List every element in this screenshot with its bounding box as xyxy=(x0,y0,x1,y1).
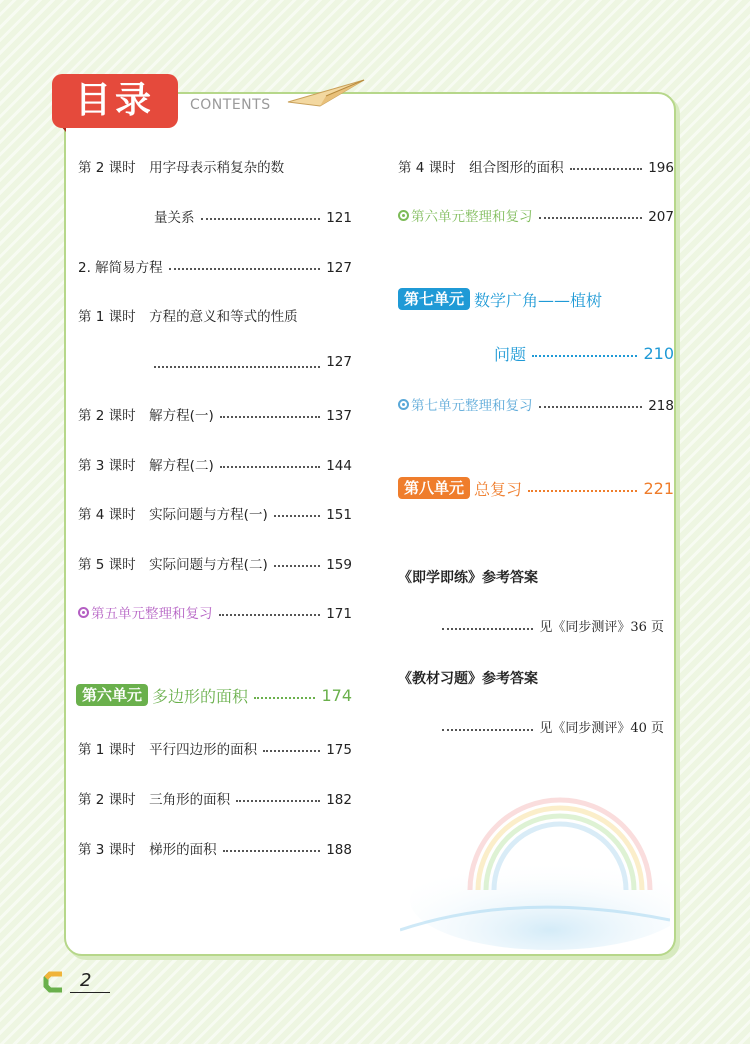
toc-page-number: 182 xyxy=(326,792,352,808)
toc-page-number: 207 xyxy=(648,209,674,225)
toc-entry-label: 第 2 课时 用字母表示稍复杂的数 xyxy=(78,160,285,176)
toc-review-entry[interactable] xyxy=(398,394,674,414)
toc-entry-label: 量关系 xyxy=(154,210,195,226)
toc-page-number: 159 xyxy=(326,557,352,573)
rainbow-decoration xyxy=(400,780,670,950)
toc-entry[interactable] xyxy=(398,156,674,176)
page-subtitle: CONTENTS xyxy=(190,97,271,113)
leader-dots xyxy=(442,729,533,731)
toc-entry[interactable] xyxy=(78,738,352,758)
toc-entry-label: 第 3 课时 梯形的面积 xyxy=(78,842,217,858)
unit-title: 多边形的面积 xyxy=(152,686,249,706)
leader-dots xyxy=(201,218,321,220)
toc-review-entry[interactable] xyxy=(78,602,352,622)
leader-dots xyxy=(220,416,321,418)
toc-entry-label: 第 4 课时 组合图形的面积 xyxy=(398,160,564,176)
unit-page-number: 221 xyxy=(643,478,674,498)
toc-entry[interactable] xyxy=(78,156,352,176)
toc-entry-label: 第 2 课时 解方程(一) xyxy=(78,408,214,424)
leader-dots xyxy=(236,800,320,802)
toc-page-number: 218 xyxy=(648,398,674,414)
toc-entry-label: 第 3 课时 解方程(二) xyxy=(78,458,214,474)
footer-logo-icon xyxy=(42,970,66,994)
toc-entry[interactable] xyxy=(78,788,352,808)
toc-entry-label: 第 4 课时 实际问题与方程(一) xyxy=(78,507,268,523)
unit-title-continued: 问题 xyxy=(494,344,527,364)
page-number: 2 xyxy=(80,970,92,991)
unit-6-heading[interactable] xyxy=(76,683,352,707)
toc-page-number: 188 xyxy=(326,842,352,858)
leader-dots xyxy=(220,466,321,468)
review-ring-icon xyxy=(398,399,409,410)
leader-dots xyxy=(442,628,533,630)
answer-key-ref[interactable] xyxy=(442,717,664,737)
toc-section[interactable] xyxy=(78,256,352,276)
leader-dots xyxy=(539,406,643,408)
toc-entry[interactable] xyxy=(154,206,352,226)
toc-entry[interactable] xyxy=(78,553,352,573)
page-title: 目录 xyxy=(52,74,178,128)
toc-page-number: 171 xyxy=(326,606,352,622)
answer-key-ref-text: 见《同步测评》40 页 xyxy=(539,721,664,736)
leader-dots xyxy=(263,750,320,752)
unit-7-heading-cont[interactable] xyxy=(494,341,674,365)
toc-entry-label: 第 2 课时 三角形的面积 xyxy=(78,792,231,808)
toc-entry[interactable] xyxy=(78,454,352,474)
leader-dots xyxy=(169,268,321,270)
toc-review-label: 第六单元整理和复习 xyxy=(411,209,533,225)
review-ring-icon xyxy=(78,607,89,618)
leader-dots xyxy=(528,490,637,492)
toc-entry-label: 第 5 课时 实际问题与方程(二) xyxy=(78,557,268,573)
leader-dots xyxy=(223,850,321,852)
toc-page-number: 175 xyxy=(326,742,352,758)
answer-key-heading: 《教材习题》参考答案 xyxy=(398,671,538,687)
toc-entry[interactable] xyxy=(78,838,352,858)
toc-page-number: 151 xyxy=(326,507,352,523)
toc-review-label: 第七单元整理和复习 xyxy=(411,398,533,414)
leader-dots xyxy=(274,515,321,517)
unit-7-heading[interactable] xyxy=(398,287,674,311)
toc-page-number: 127 xyxy=(326,354,352,370)
answer-key-heading: 《即学即练》参考答案 xyxy=(398,570,538,586)
paper-plane-icon xyxy=(286,76,366,110)
toc-review-label: 第五单元整理和复习 xyxy=(91,606,213,622)
review-ring-icon xyxy=(398,210,409,221)
leader-dots xyxy=(254,697,315,699)
toc-entry-label: 第 1 课时 方程的意义和等式的性质 xyxy=(78,309,298,325)
toc-page-number: 144 xyxy=(326,458,352,474)
toc-entry[interactable] xyxy=(78,404,352,424)
unit-badge: 第七单元 xyxy=(398,288,470,310)
unit-page-number: 210 xyxy=(643,343,674,363)
answer-key-ref-text: 见《同步测评》36 页 xyxy=(539,620,664,635)
unit-badge: 第六单元 xyxy=(76,684,148,706)
leader-dots xyxy=(532,355,637,357)
unit-title: 数学广角——植树 xyxy=(474,290,603,310)
toc-page-number: 196 xyxy=(648,160,674,176)
toc-page-number: 127 xyxy=(326,260,352,276)
leader-dots xyxy=(154,366,320,368)
leader-dots xyxy=(219,614,321,616)
toc-entry[interactable] xyxy=(78,305,352,325)
leader-dots xyxy=(539,217,643,219)
toc-page-number: 137 xyxy=(326,408,352,424)
leader-dots xyxy=(274,565,321,567)
unit-page-number: 174 xyxy=(321,685,352,705)
unit-title: 总复习 xyxy=(474,479,523,499)
toc-section-label: 2. 解简易方程 xyxy=(78,260,163,276)
unit-8-heading[interactable] xyxy=(398,476,674,500)
toc-entry-label: 第 1 课时 平行四边形的面积 xyxy=(78,742,258,758)
toc-entry[interactable] xyxy=(154,354,352,374)
toc-entry[interactable] xyxy=(78,503,352,523)
toc-review-entry[interactable] xyxy=(398,205,674,225)
answer-key-ref[interactable] xyxy=(442,616,664,636)
footer-rule xyxy=(70,992,110,993)
unit-badge: 第八单元 xyxy=(398,477,470,499)
leader-dots xyxy=(570,168,643,170)
toc-page-number: 121 xyxy=(326,210,352,226)
